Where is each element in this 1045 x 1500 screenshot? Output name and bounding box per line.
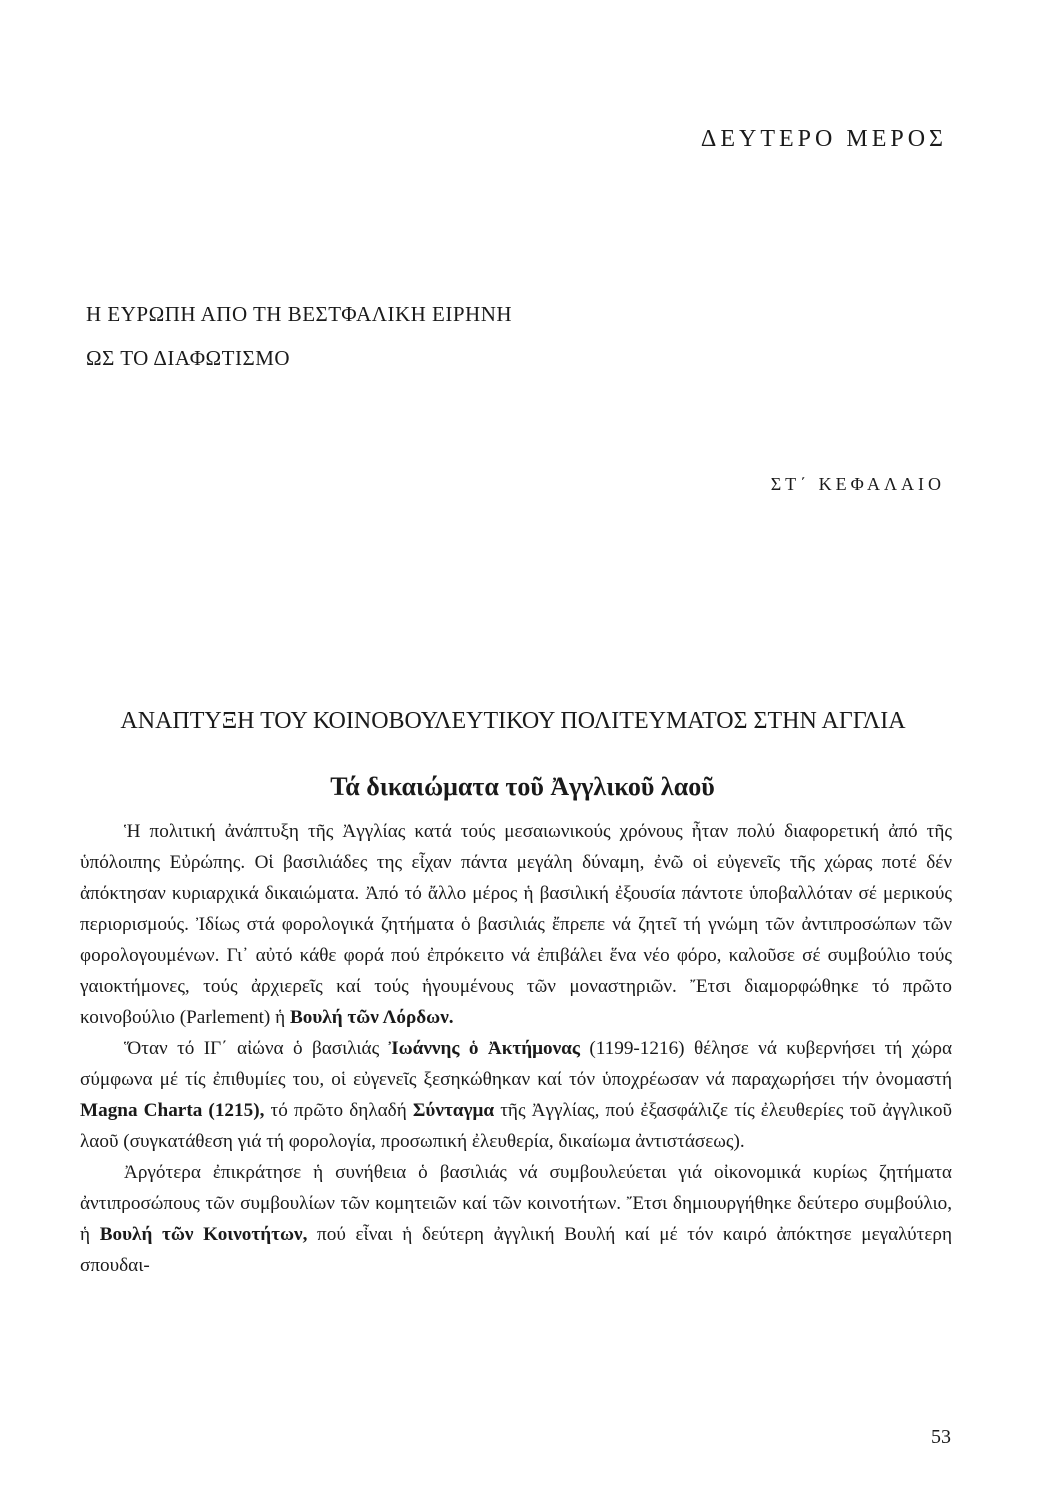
- paragraph-2: [80, 1033, 952, 1157]
- paragraph-2-emphasis-c: Σύνταγμα: [412, 1100, 495, 1121]
- paragraph-2-emphasis-b: Magna Charta (1215),: [80, 1100, 265, 1121]
- chapter-label: ΣΤ΄ ΚΕΦΑΛΑΙΟ: [770, 474, 945, 494]
- subsection-title: Τά δικαιώματα τοῦ Ἀγγλικοῦ λαοῦ: [330, 772, 715, 801]
- paragraph-3: [80, 1157, 952, 1281]
- paragraph-2-text-c: τό πρῶτο δηλαδή: [264, 1100, 413, 1121]
- paragraph-1-emphasis: Βουλή τῶν Λόρδων.: [289, 1007, 454, 1028]
- body-text: [80, 816, 952, 1281]
- paragraph-2-text-b: (1199-1216) θέλησε νά κυβερνήσει τή χώρα σύμφωνα μέ τίς ἐπιθυμίες του, οἱ εὐγενεῖς ξεσηκώθηκαν καί τόν ὑποχρέωσαν νά παραχωρήσει τήν ὀνομαστή: [80, 1038, 952, 1090]
- paragraph-1-text: Ἡ πολιτική ἀνάπτυξη τῆς Ἀγγλίας κατά τούς μεσαιωνικούς χρόνους ἦταν πολύ διαφορετική ἀπό τῆς ὑπόλοιπης Εὐρώπης. Οἱ βασιλιάδες της εἶχαν πάντα μεγάλη δύναμη, ἐνῶ οἱ εὐγενεῖς τῆς χώρας ποτέ δέν ἀπόκτησαν κυριαρχικά δικαιώματα. Ἀπό τό ἄλλο μέρος ἡ βασιλική ἐξουσία πάντοτε ὑποβαλλόταν σέ μερικούς περιορισμούς. Ἰδίως στά φορολογικά ζητήματα ὁ βασιλιάς ἔπρεπε νά ζητεῖ τή γνώμη τῶν ἀντιπροσώπων τῶν φορολογουμένων. Γι᾿ αὐτό κάθε φορά πού ἐπρόκειτο νά ἐπιβάλει ἕνα νέο φόρο, καλοῦσε σέ συμβούλιο τούς γαιοκτήμονες, τούς ἀρχιερεῖς καί τούς ἡγουμένους τῶν μοναστηριῶν. Ἔτσι διαμορφώθηκε τό πρῶτο κοινοβούλιο (Parlement) ἡ: [80, 821, 952, 1028]
- paragraph-3-text-b: πού εἶναι ἡ δεύτερη ἀγγλική Βουλή καί μέ τόν καιρό ἀπόκτησε μεγαλύτερη σπουδαι-: [80, 1224, 952, 1276]
- section-title: ΑΝΑΠΤΥΞΗ ΤΟΥ ΚΟΙΝΟΒΟΥΛΕΥΤΙΚΟΥ ΠΟΛΙΤΕΥΜΑΤΟΣ ΣΤΗΝ ΑΓΓΛΙΑ: [120, 708, 906, 734]
- page-number: 53: [931, 1426, 951, 1448]
- book-title-line-2: ΩΣ ΤΟ ΔΙΑΦΩΤΙΣΜΟ: [86, 346, 291, 370]
- part-heading: ΔΕΥΤΕΡΟ ΜΕΡΟΣ: [700, 126, 947, 152]
- paragraph-2-text-a: Ὅταν τό ΙΓ΄ αἰώνα ὁ βασιλιάς: [124, 1038, 389, 1059]
- book-title-line-1: Η ΕΥΡΩΠΗ ΑΠΟ ΤΗ ΒΕΣΤΦΑΛΙΚΗ ΕΙΡΗΝΗ: [86, 302, 513, 326]
- paragraph-2-emphasis-a: Ἰωάννης ὁ Ἀκτήμονας: [388, 1038, 580, 1059]
- paragraph-3-emphasis: Βουλή τῶν Κοινοτήτων,: [99, 1224, 308, 1245]
- paragraph-3-text-a: Ἀργότερα ἐπικράτησε ἡ συνήθεια ὁ βασιλιάς νά συμβουλεύεται γιά οἰκονομικά κυρίως ζητήματα ἀντιπροσώπους τῶν συμβουλίων τῶν κομητειῶν καί τῶν κοινοτήτων. Ἔτσι δημιουργήθηκε δεύτερο συμβούλιο, ἡ: [80, 1162, 952, 1245]
- paragraph-2-text-d: τῆς Ἀγγλίας, πού ἐξασφάλιζε τίς ἐλευθερίες τοῦ ἀγγλικοῦ λαοῦ (συγκατάθεση γιά τή φορολογία, προσωπική ἐλευθερία, δικαίωμα ἀντιστάσεως).: [80, 1100, 952, 1152]
- paragraph-1: [80, 816, 952, 1033]
